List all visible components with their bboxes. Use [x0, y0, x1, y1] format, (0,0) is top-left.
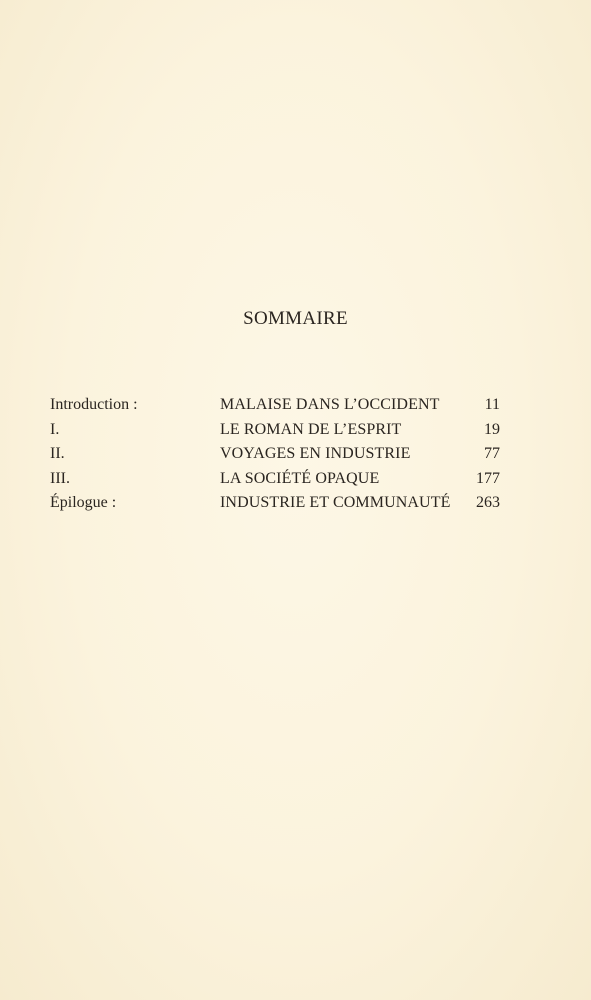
- toc-page-number: 263: [476, 494, 500, 511]
- toc-row: [50, 491, 500, 516]
- toc-row: [50, 418, 500, 443]
- toc-page-number: 77: [484, 445, 500, 462]
- toc-row: [50, 467, 500, 492]
- toc-page-number: 11: [484, 396, 500, 413]
- toc-label: I.: [50, 420, 60, 438]
- table-of-contents: [50, 393, 500, 516]
- toc-page-number: 19: [484, 420, 500, 438]
- toc-label: Épilogue :: [50, 494, 117, 511]
- toc-label: II.: [50, 445, 65, 462]
- toc-title: INDUSTRIE ET COMMUNAUTÉ: [220, 494, 451, 511]
- page-title: SOMMAIRE: [243, 308, 348, 329]
- toc-label: Introduction :: [50, 396, 138, 413]
- toc-row: [50, 393, 500, 418]
- toc-page-number: 177: [476, 469, 500, 487]
- toc-title: VOYAGES EN INDUSTRIE: [220, 445, 411, 462]
- toc-row: [50, 442, 500, 467]
- toc-title: LA SOCIÉTÉ OPAQUE: [220, 469, 380, 487]
- toc-title: LE ROMAN DE L’ESPRIT: [220, 420, 402, 438]
- toc-label: III.: [50, 469, 70, 487]
- toc-title: MALAISE DANS L’OCCIDENT: [220, 396, 440, 413]
